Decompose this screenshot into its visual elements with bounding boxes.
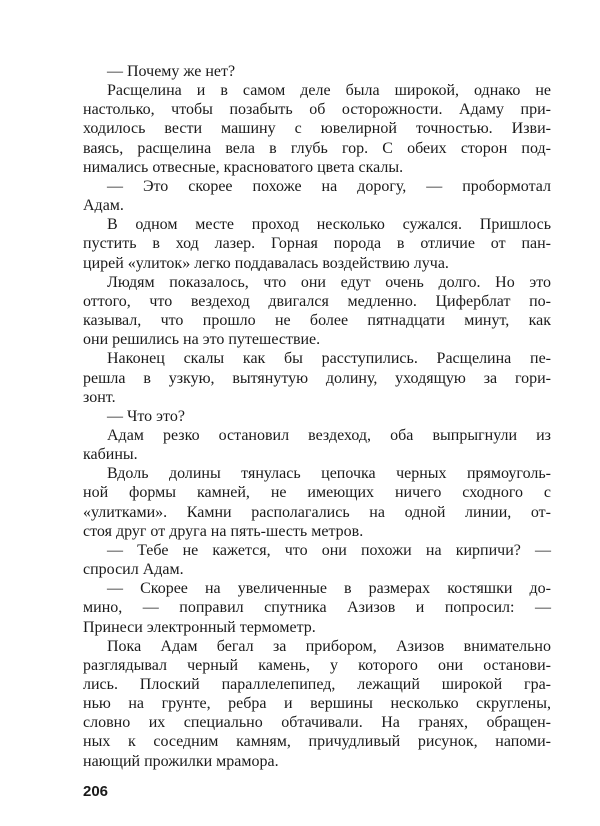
page-number: 206 bbox=[83, 782, 109, 800]
text-line: лись. Плоский параллелепипед, лежащий широкой гра- bbox=[83, 676, 551, 693]
text-line: ных к соседним камням, причудливый рисунок, напоми- bbox=[83, 733, 551, 751]
text-line: спросил Адам. bbox=[83, 561, 184, 579]
paragraph bbox=[83, 464, 551, 541]
book-text bbox=[83, 62, 551, 771]
text-line: разглядывал черный камень, у которого они останови- bbox=[83, 656, 551, 674]
paragraph bbox=[83, 177, 551, 215]
paragraph bbox=[83, 579, 551, 636]
text-line: стоя друг от друга на пять-шесть метров. bbox=[83, 522, 364, 540]
text-line: Пока Адам бегал за прибором, Азизов внимательно bbox=[107, 637, 551, 655]
text-line: нью на грунте, ребра и вершины несколько скруглены, bbox=[83, 695, 551, 713]
text-line: решла в узкую, вытянутую долину, уходящую за гори- bbox=[83, 369, 551, 387]
text-line: пустить в ход лазер. Горная порода в отличие от пан- bbox=[83, 235, 551, 253]
text-line: оттого, что вездеход двигался медленно. Циферблат по- bbox=[83, 292, 551, 310]
text-line: Наконец скалы как бы расступились. Расщелина пе- bbox=[107, 350, 551, 368]
text-line: Адам. bbox=[83, 197, 124, 215]
text-line: — Что это? bbox=[107, 407, 185, 425]
text-line: Расщелина и в самом деле была широкой, однако не bbox=[107, 82, 551, 100]
paragraph bbox=[83, 407, 551, 426]
text-line: Людям показалось, что они едут очень долго. Но это bbox=[107, 273, 551, 291]
text-line: «улитками». Камни располагались на одной линии, от- bbox=[83, 503, 551, 521]
text-line: — Скорее на увеличенные в размерах костяшки до- bbox=[107, 580, 551, 598]
text-line: настолько, чтобы позабыть об осторожности. Адаму при- bbox=[83, 101, 551, 119]
paragraph bbox=[83, 273, 551, 350]
paragraph bbox=[83, 637, 551, 771]
text-line: Вдоль долины тянулась цепочка черных прямоуголь- bbox=[107, 465, 551, 483]
text-line: зонт. bbox=[83, 388, 116, 406]
text-line: — Это скорее похоже на дорогу, — пробормотал bbox=[107, 177, 551, 195]
text-line: В одном месте проход несколько сужался. Пришлось bbox=[107, 216, 551, 234]
text-line: кабины. bbox=[83, 446, 138, 464]
text-line: цирей «улиток» легко поддавалась воздействию луча. bbox=[83, 254, 449, 272]
text-line: — Почему же нет? bbox=[107, 63, 236, 80]
text-line: мино, — поправил спутника Азизов и попросил: — bbox=[83, 599, 551, 617]
text-line: ходилось вести машину с ювелирной точностью. Изви- bbox=[83, 120, 551, 138]
book-page bbox=[83, 62, 551, 801]
text-line: казывал, что прошло не более пятнадцати минут, как bbox=[83, 312, 551, 330]
paragraph bbox=[83, 349, 551, 406]
text-line: нимались отвесные, красноватого цвета скалы. bbox=[83, 158, 404, 176]
paragraph bbox=[83, 62, 551, 81]
text-line: ваясь, расщелина вела в глубь гор. С обеих сторон под- bbox=[83, 139, 551, 157]
text-line: словно их специально обтачивали. На гранях, обращен- bbox=[83, 714, 551, 732]
paragraph bbox=[83, 215, 551, 272]
paragraph bbox=[83, 541, 551, 579]
text-line: — Тебе не кажется, что они похожи на кирпичи? — bbox=[107, 541, 551, 559]
text-line: они решились на это путешествие. bbox=[83, 331, 321, 349]
text-line: нающий прожилки мрамора. bbox=[83, 752, 279, 770]
text-line: Адам резко остановил вездеход, оба выпрыгнули из bbox=[107, 426, 551, 444]
paragraph bbox=[83, 81, 551, 177]
paragraph bbox=[83, 426, 551, 464]
text-line: Принеси электронный термометр. bbox=[83, 618, 316, 636]
text-line: ной формы камней, не имеющих ничего сходного с bbox=[83, 484, 551, 502]
